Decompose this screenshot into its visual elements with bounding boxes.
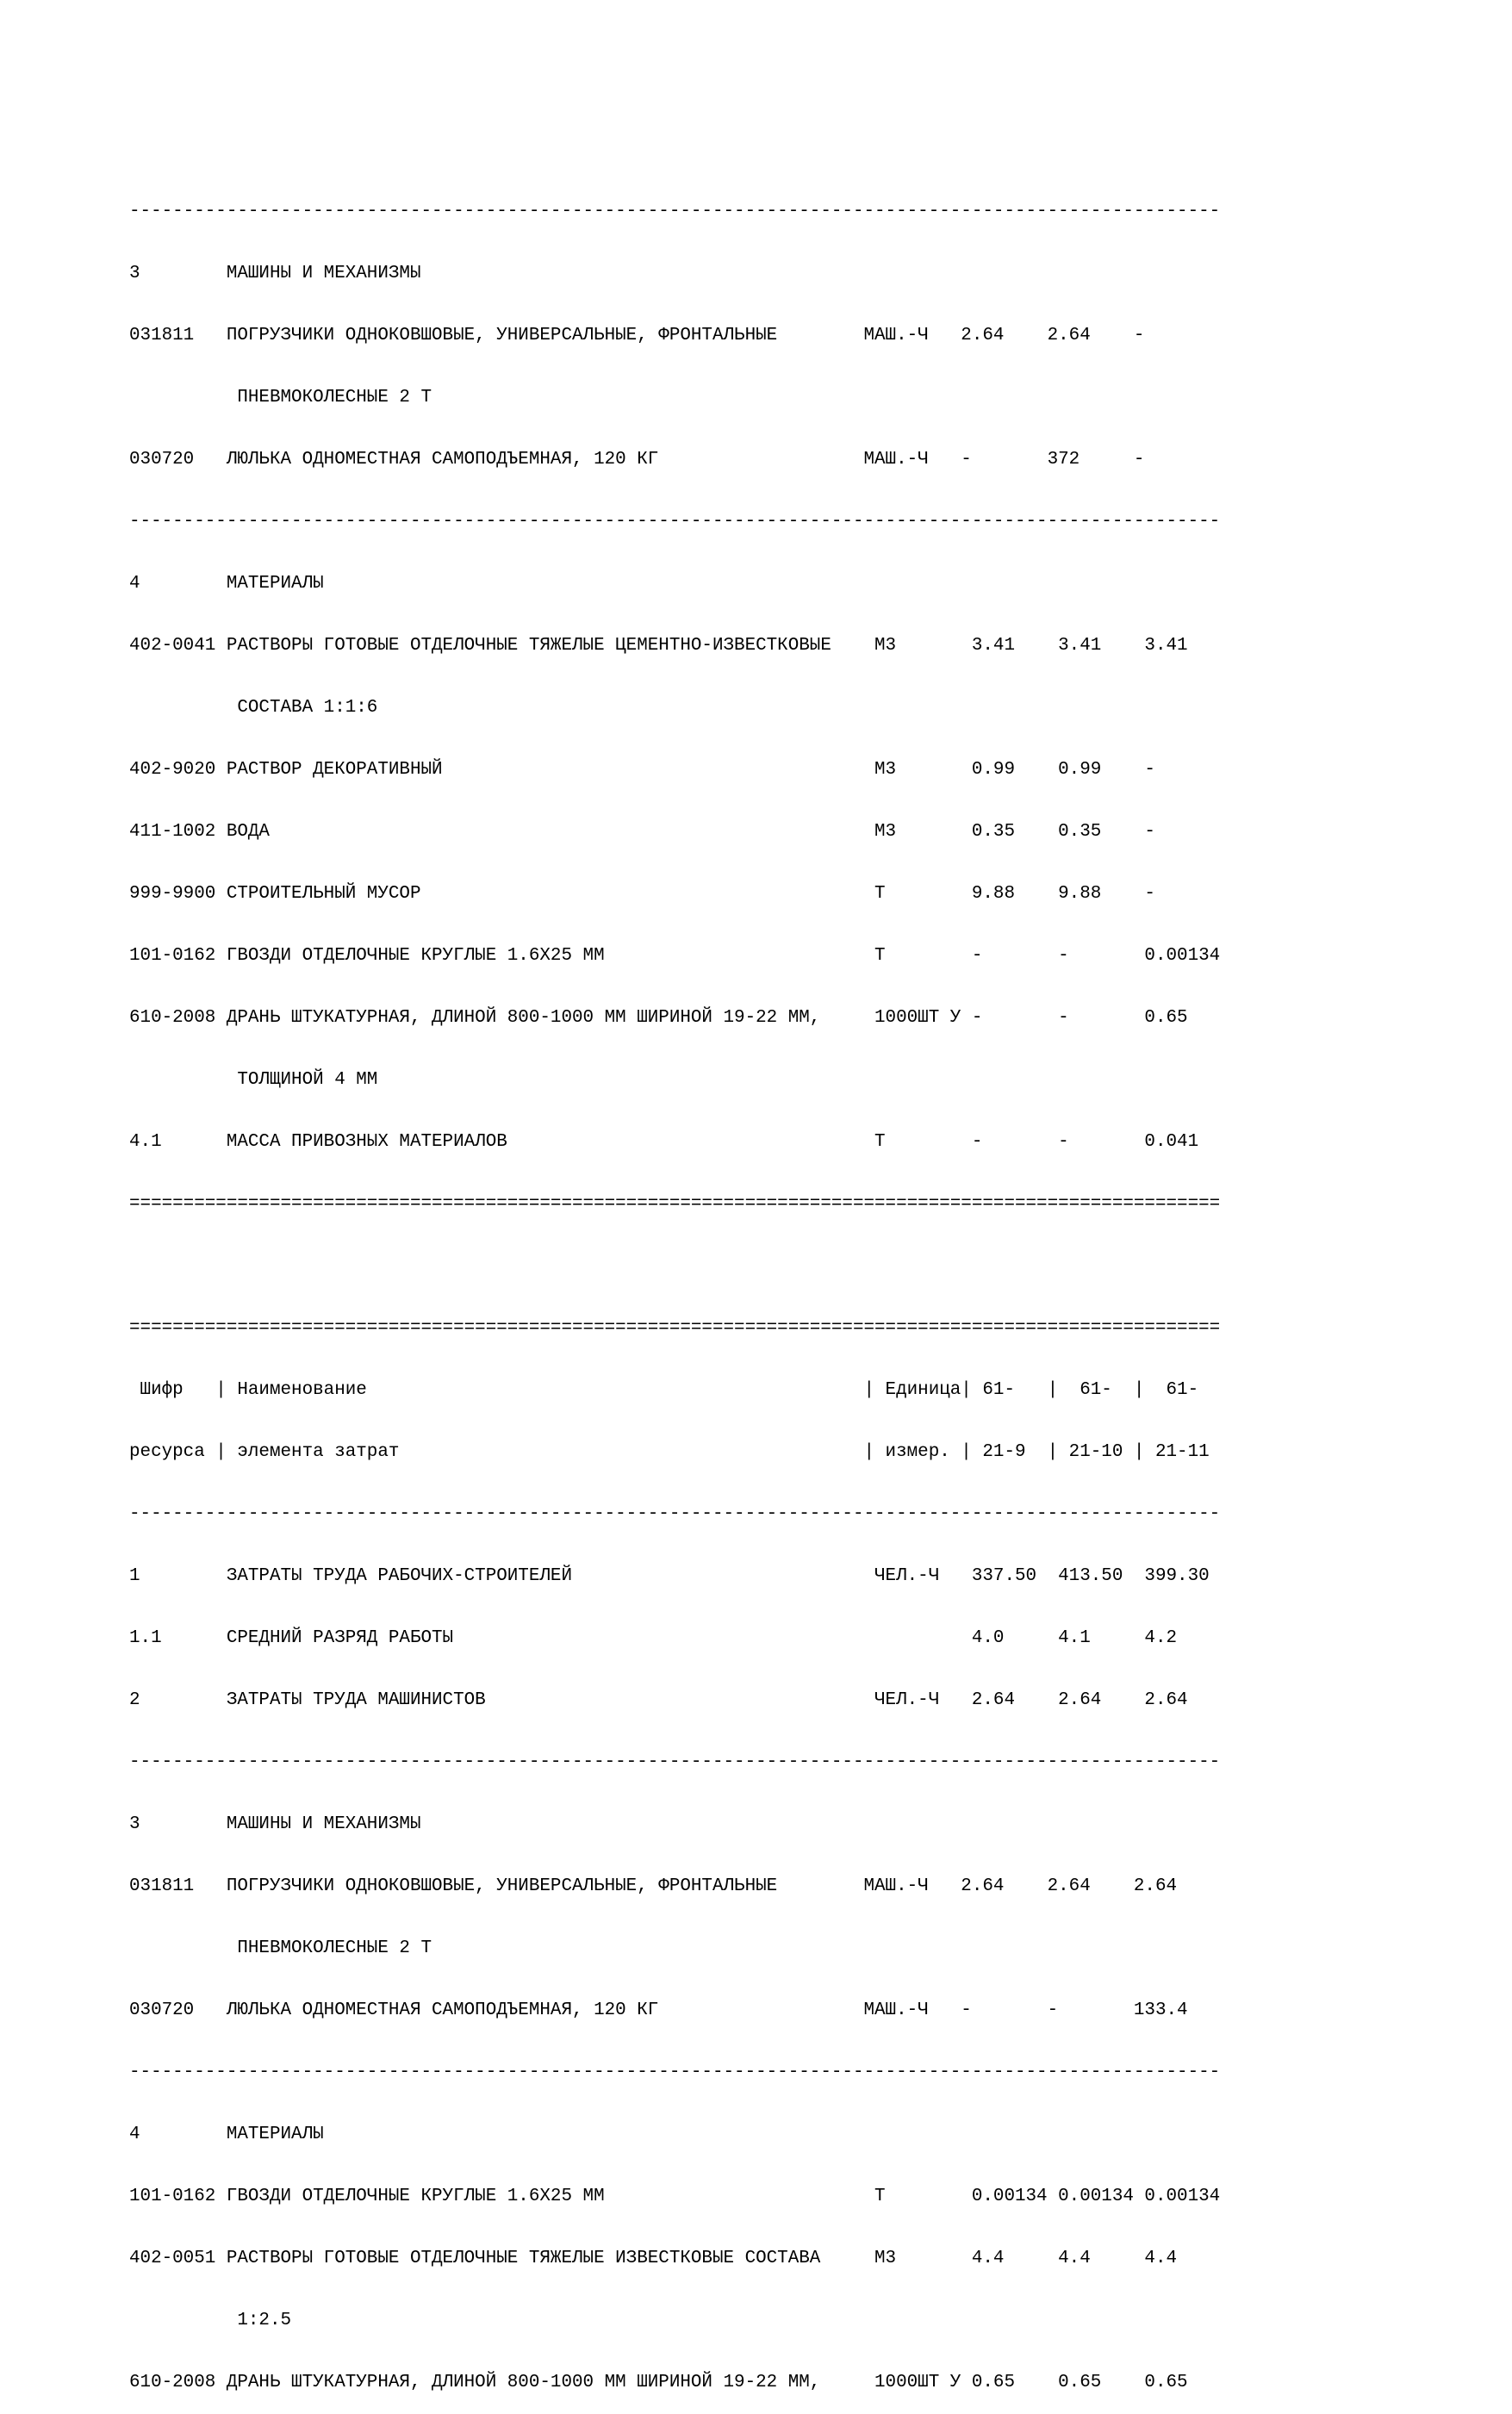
section-header-machines: 3 МАШИНЫ И МЕХАНИЗМЫ: [129, 1814, 421, 1834]
resource-row-402-0051: 402-0051 РАСТВОРЫ ГОТОВЫЕ ОТДЕЛОЧНЫЕ ТЯЖЕЛЫЕ ИЗВЕСТКОВЫЕ СОСТАВА М3 4.4 4.4 4.4: [129, 2249, 1178, 2268]
resource-row-continuation: ПНЕВМОКОЛЕСНЫЕ 2 Т: [129, 388, 432, 408]
resource-row-continuation: СОСТАВА 1:1:6: [129, 698, 378, 718]
resource-row-101-0162: 101-0162 ГВОЗДИ ОТДЕЛОЧНЫЕ КРУГЛЫЕ 1.6Х25 ММ Т - - 0.00134: [129, 946, 1221, 966]
resource-row-030720: 030720 ЛЮЛЬКА ОДНОМЕСТНАЯ САМОПОДЪЕМНАЯ, 120 КГ МАШ.-Ч - 372 -: [129, 450, 1145, 470]
resource-row-031811: 031811 ПОГРУЗЧИКИ ОДНОКОВШОВЫЕ, УНИВЕРСАЛЬНЫЕ, ФРОНТАЛЬНЫЕ МАШ.-Ч 2.64 2.64 -: [129, 326, 1145, 345]
separator-dashed: -----------------------------------------------------------------------------------------------------: [129, 2062, 1221, 2082]
resource-row-402-9020: 402-9020 РАСТВОР ДЕКОРАТИВНЫЙ М3 0.99 0.99 -: [129, 760, 1155, 780]
resource-row-402-0041: 402-0041 РАСТВОРЫ ГОТОВЫЕ ОТДЕЛОЧНЫЕ ТЯЖЕЛЫЕ ЦЕМЕНТНО-ИЗВЕСТКОВЫЕ М3 3.41 3.41 3.41: [129, 636, 1188, 656]
resource-row-continuation: ТОЛЩИНОЙ 4 ММ: [129, 1070, 378, 1090]
resource-row-031811: 031811 ПОГРУЗЧИКИ ОДНОКОВШОВЫЕ, УНИВЕРСАЛЬНЫЕ, ФРОНТАЛЬНЫЕ МАШ.-Ч 2.64 2.64 2.64: [129, 1876, 1178, 1896]
separator-dashed: -----------------------------------------------------------------------------------------------------: [129, 512, 1221, 532]
resource-row-411-1002: 411-1002 ВОДА М3 0.35 0.35 -: [129, 822, 1155, 842]
separator-dashed: -----------------------------------------------------------------------------------------------------: [129, 1752, 1221, 1772]
resource-row-1-1: 1.1 СРЕДНИЙ РАЗРЯД РАБОТЫ 4.0 4.1 4.2: [129, 1628, 1178, 1648]
separator-double: =====================================================================================================: [129, 1194, 1221, 1214]
table-header-row-2: ресурса | элемента затрат | измер. | 21-9 | 21-10 | 21-11: [129, 1442, 1210, 1462]
separator-double: =====================================================================================================: [129, 1318, 1221, 1338]
resource-row-610-2008: 610-2008 ДРАНЬ ШТУКАТУРНАЯ, ДЛИНОЙ 800-1000 ММ ШИРИНОЙ 19-22 ММ, 1000ШТ У - - 0.65: [129, 1008, 1188, 1028]
resource-row-101-0162: 101-0162 ГВОЗДИ ОТДЕЛОЧНЫЕ КРУГЛЫЕ 1.6Х25 ММ Т 0.00134 0.00134 0.00134: [129, 2187, 1221, 2206]
section-header-materials: 4 МАТЕРИАЛЫ: [129, 2125, 324, 2144]
resource-row-1: 1 ЗАТРАТЫ ТРУДА РАБОЧИХ-СТРОИТЕЛЕЙ ЧЕЛ.-Ч 337.50 413.50 399.30: [129, 1566, 1210, 1586]
separator-dashed: -----------------------------------------------------------------------------------------------------: [129, 202, 1221, 221]
resource-row-continuation: 1:2.5: [129, 2311, 292, 2330]
resource-row-999-9900: 999-9900 СТРОИТЕЛЬНЫЙ МУСОР Т 9.88 9.88 -: [129, 884, 1155, 904]
blank-line: [129, 1256, 1220, 1277]
table-header-row-1: Шифр | Наименование | Единица| 61- | 61- | 61-: [129, 1380, 1199, 1400]
resource-row-2: 2 ЗАТРАТЫ ТРУДА МАШИНИСТОВ ЧЕЛ.-Ч 2.64 2.64 2.64: [129, 1690, 1188, 1710]
resource-row-continuation: ПНЕВМОКОЛЕСНЫЕ 2 Т: [129, 1938, 432, 1958]
resource-listing: [129, 160, 1220, 2414]
section-header-materials: 4 МАТЕРИАЛЫ: [129, 574, 324, 594]
resource-row-030720: 030720 ЛЮЛЬКА ОДНОМЕСТНАЯ САМОПОДЪЕМНАЯ, 120 КГ МАШ.-Ч - - 133.4: [129, 2000, 1188, 2020]
resource-row-610-2008: 610-2008 ДРАНЬ ШТУКАТУРНАЯ, ДЛИНОЙ 800-1000 ММ ШИРИНОЙ 19-22 ММ, 1000ШТ У 0.65 0.65 0.65: [129, 2373, 1188, 2392]
section-header-machines: 3 МАШИНЫ И МЕХАНИЗМЫ: [129, 264, 421, 283]
resource-row-4-1: 4.1 МАССА ПРИВОЗНЫХ МАТЕРИАЛОВ Т - - 0.041: [129, 1132, 1199, 1152]
separator-dashed: -----------------------------------------------------------------------------------------------------: [129, 1504, 1221, 1524]
